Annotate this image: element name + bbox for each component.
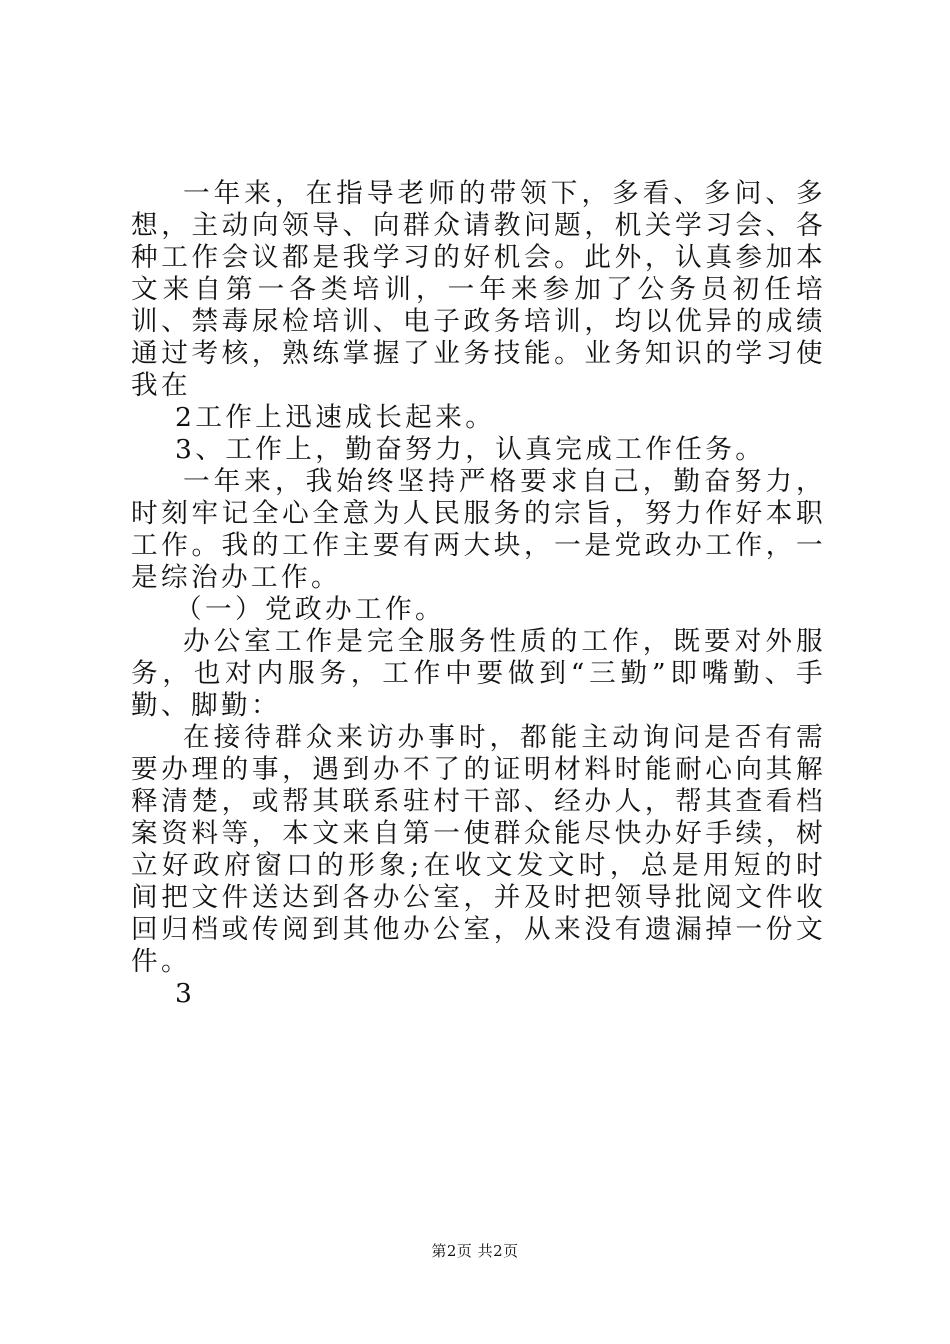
paragraph-work-heading: 3、工作上，勤奋努力，认真完成工作任务。 (175, 434, 766, 465)
section-heading-party-office: （一）党政办工作。 (175, 594, 445, 625)
document-body (131, 178, 826, 1010)
paragraph-growth: 2工作上迅速成长起来。 (175, 402, 496, 433)
paragraph-fragment: 3 (175, 978, 196, 1009)
page-footer: 第2页 共2页 (431, 1242, 519, 1260)
paragraph-work-summary: 一年来，我始终坚持严格要求自己，勤奋努力，时刻牢记全心全意为人民服务的宗旨，努力作好本职工作。我的工作主要有两大块，一是党政办工作，一是综治办工作。 (131, 466, 826, 593)
paragraph-office-service: 办公室工作是完全服务性质的工作，既要对外服务，也对内服务，工作中要做到“三勤”即嘴勤、手勤、脚勤： (131, 626, 826, 721)
paragraph-reception: 在接待群众来访办事时，都能主动询问是否有需要办理的事，遇到办不了的证明材料时能耐心向其解释清楚，或帮其联系驻村干部、经办人，帮其查看档案资料等，本文来自第一使群众能尽快办好手续，树立好政府窗口的形象;在收文发文时，总是用短的时间把文件送达到各办公室，并及时把领导批阅文件收回归档或传阅到其他办公室，从来没有遗漏掉一份文件。 (131, 722, 826, 977)
paragraph-study: 一年来，在指导老师的带领下，多看、多问、多想，主动向领导、向群众请教问题，机关学习会、各种工作会议都是我学习的好机会。此外，认真参加本文来自第一各类培训，一年来参加了公务员初任培训、禁毒尿检培训、电子政务培训，均以优异的成绩通过考核，熟练掌握了业务技能。业务知识的学习使我在 (131, 178, 826, 401)
